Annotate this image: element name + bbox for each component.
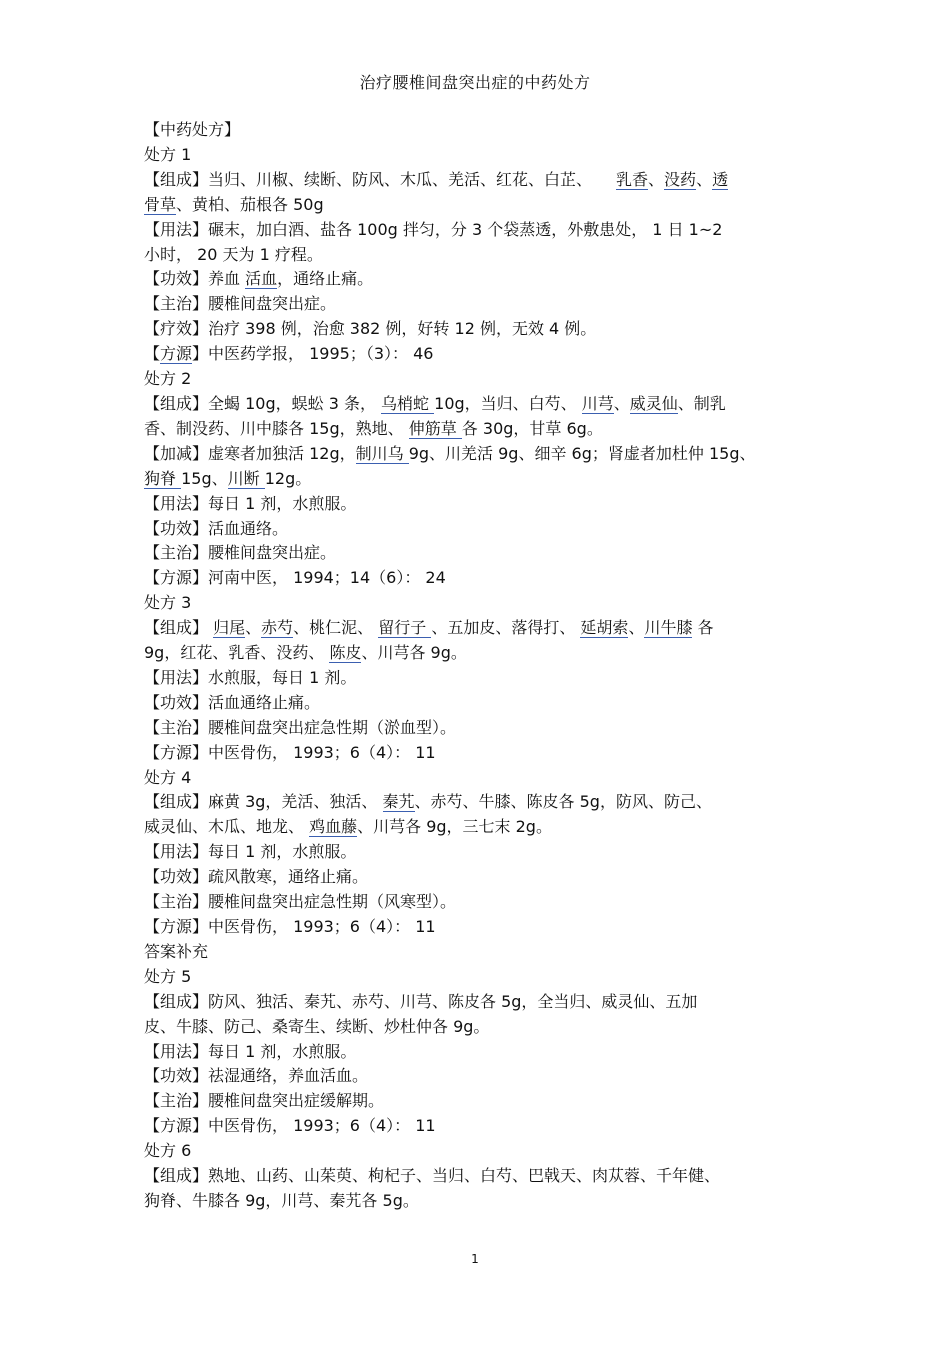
text-line xyxy=(144,193,814,218)
text-segment: 【主治】腰椎间盘突出症。 xyxy=(144,294,337,314)
text-segment: 【组成】防风、独活、秦艽、赤芍、川芎、陈皮各 5g，全当归、威灵仙、五加 xyxy=(144,991,698,1011)
herb-link[interactable]: 乳香 xyxy=(616,169,649,189)
document-body xyxy=(144,118,814,1214)
text-line xyxy=(144,940,814,965)
herb-link[interactable]: 秦艽 xyxy=(382,792,415,812)
text-segment: 【主治】腰椎间盘突出症缓解期。 xyxy=(144,1091,385,1111)
text-segment: 【组成】麻黄 3g，羌活、独活、 xyxy=(144,792,383,812)
text-segment: 【主治】腰椎间盘突出症。 xyxy=(144,543,337,563)
text-segment: 12g。 xyxy=(264,468,312,488)
text-segment: 【功效】活血通络。 xyxy=(144,518,289,538)
text-segment: 、 xyxy=(648,169,665,189)
herb-link[interactable]: 赤芍 xyxy=(261,618,294,638)
text-segment: 皮、牛膝、防己、桑寄生、续断、炒杜仲各 9g。 xyxy=(144,1016,490,1036)
text-segment: 【用法】每日 1 剂，水煎服。 xyxy=(144,493,357,513)
text-segment: 【方源】中医骨伤， 1993；6（4）： 11 xyxy=(144,917,436,936)
text-segment: 、制乳 xyxy=(677,393,726,413)
text-line xyxy=(144,641,814,666)
herb-link[interactable]: 透 xyxy=(712,169,729,189)
text-line xyxy=(144,766,814,791)
text-segment: 【用法】碾末，加白酒、盐各 100g 拌匀，分 3 个袋蒸透，外敷患处， 1 日 1~2 xyxy=(144,219,723,239)
text-line xyxy=(144,392,814,417)
text-segment: 】中医药学报， 1995；（3）： 46 xyxy=(192,344,434,364)
herb-link[interactable]: 狗脊 xyxy=(144,468,182,488)
text-segment: 狗脊、牛膝各 9g，川芎、秦艽各 5g。 xyxy=(144,1190,419,1210)
text-line xyxy=(144,267,814,292)
text-segment: 【方源】河南中医， 1994；14（6）： 24 xyxy=(144,568,446,588)
text-segment: 9g，红花、乳香、没药、 xyxy=(144,643,330,663)
text-line xyxy=(144,716,814,741)
text-line xyxy=(144,815,814,840)
text-segment: ，通络止痛。 xyxy=(277,269,374,289)
text-line xyxy=(144,292,814,317)
text-segment: 香、制没药、川中膝各 15g，熟地、 xyxy=(144,418,409,438)
text-line xyxy=(144,541,814,566)
herb-link[interactable]: 活血 xyxy=(245,269,278,289)
text-segment: 、 xyxy=(628,618,645,638)
text-segment: 【功效】祛湿通络，养血活血。 xyxy=(144,1066,369,1086)
text-segment: 各 xyxy=(692,618,714,638)
text-line xyxy=(144,666,814,691)
herb-link[interactable]: 川牛膝 xyxy=(644,618,693,638)
text-line xyxy=(144,367,814,392)
text-segment: 、五加皮、落得打、 xyxy=(431,618,581,638)
herb-link[interactable]: 制川乌 xyxy=(355,443,409,463)
herb-link[interactable]: 鸡血藤 xyxy=(309,817,358,837)
text-segment: 【用法】每日 1 剂，水煎服。 xyxy=(144,842,357,862)
text-segment: 、桃仁泥、 xyxy=(293,618,379,638)
text-segment: 处方 2 xyxy=(144,369,192,389)
text-line xyxy=(144,865,814,890)
herb-link[interactable]: 骨草 xyxy=(144,194,177,214)
text-segment: 、赤芍、牛膝、陈皮各 5g，防风、防己、 xyxy=(414,792,712,812)
herb-link[interactable]: 归尾 xyxy=(213,618,246,638)
text-segment: 【中药处方】 xyxy=(144,120,241,139)
herb-link[interactable]: 方源 xyxy=(160,344,193,364)
page-number: 1 xyxy=(471,1252,479,1266)
text-segment: 答案补充 xyxy=(144,941,209,961)
text-line xyxy=(144,1114,814,1139)
text-segment: 小时， 20 天为 1 疗程。 xyxy=(144,244,323,264)
text-line xyxy=(144,1089,814,1114)
text-line xyxy=(144,840,814,865)
text-line xyxy=(144,467,814,492)
text-segment: 【组成】当归、川椒、续断、防风、木瓜、羌活、红花、白芷、 xyxy=(144,169,617,189)
document-title: 治疗腰椎间盘突出症的中药处方 xyxy=(359,73,591,92)
text-segment: 、 xyxy=(613,393,630,413)
text-segment: 处方 1 xyxy=(144,144,192,164)
text-segment: 、黄柏、茄根各 50g xyxy=(176,194,324,214)
text-segment: 、 xyxy=(696,169,713,189)
text-line xyxy=(144,691,814,716)
text-segment: 9g、川羌活 9g、细辛 6g；肾虚者加杜仲 15g、 xyxy=(408,443,756,463)
text-segment: 【组成】熟地、山药、山茱萸、枸杞子、当归、白芍、巴戟天、肉苁蓉、千年健、 xyxy=(144,1166,721,1186)
herb-link[interactable]: 伸筋草 xyxy=(408,418,462,438)
text-line xyxy=(144,317,814,342)
text-line xyxy=(144,1164,814,1189)
text-segment: 【用法】每日 1 剂，水煎服。 xyxy=(144,1041,357,1061)
text-segment: 【疗效】治疗 398 例，治愈 382 例，好转 12 例，无效 4 例。 xyxy=(144,319,597,339)
text-segment: 【组成】全蝎 10g，蜈蚣 3 条， xyxy=(144,393,382,413)
text-line xyxy=(144,168,814,193)
text-segment: 【功效】活血通络止痛。 xyxy=(144,692,321,712)
text-segment: 、川芎各 9g。 xyxy=(361,643,467,663)
text-line xyxy=(144,591,814,616)
text-line xyxy=(144,1139,814,1164)
text-line xyxy=(144,442,814,467)
text-line xyxy=(144,517,814,542)
text-segment: 【方源】中医骨伤， 1993；6（4）： 11 xyxy=(144,1116,436,1136)
text-segment: 15g、 xyxy=(181,468,228,488)
text-line xyxy=(144,243,814,268)
text-segment: 威灵仙、木瓜、地龙、 xyxy=(144,817,310,837)
text-segment: 10g，当归、白芍、 xyxy=(434,393,582,413)
text-segment: 【功效】疏风散寒，通络止痛。 xyxy=(144,867,369,887)
text-line xyxy=(144,118,814,143)
text-line xyxy=(144,417,814,442)
text-segment: 【组成】 xyxy=(144,618,214,638)
herb-link[interactable]: 川芎 xyxy=(581,393,614,413)
text-line xyxy=(144,965,814,990)
text-line xyxy=(144,990,814,1015)
text-segment: 【主治】腰椎间盘突出症急性期（风寒型）。 xyxy=(144,892,457,912)
text-line xyxy=(144,492,814,517)
text-segment: 【用法】水煎服，每日 1 剂。 xyxy=(144,667,357,687)
text-segment: 、川芎各 9g，三七末 2g。 xyxy=(357,817,552,837)
herb-link[interactable]: 乌梢蛇 xyxy=(381,393,435,413)
text-line xyxy=(144,566,814,591)
text-segment: 【主治】腰椎间盘突出症急性期（淤血型）。 xyxy=(144,717,457,737)
text-line xyxy=(144,342,814,367)
text-line xyxy=(144,143,814,168)
text-line xyxy=(144,890,814,915)
text-line xyxy=(144,1040,814,1065)
text-segment: 各 30g，甘草 6g。 xyxy=(461,418,603,438)
text-line xyxy=(144,1189,814,1214)
text-segment: 【方源】中医骨伤， 1993；6（4）： 11 xyxy=(144,742,436,762)
text-line xyxy=(144,616,814,641)
text-line xyxy=(144,915,814,940)
text-segment: 处方 5 xyxy=(144,966,192,986)
text-line xyxy=(144,741,814,766)
text-line xyxy=(144,1064,814,1089)
text-segment: 【加减】虚寒者加独活 12g， xyxy=(144,443,356,463)
text-line xyxy=(144,1015,814,1040)
text-segment: 、 xyxy=(245,618,262,638)
text-segment: 处方 4 xyxy=(144,767,192,787)
text-segment: 处方 3 xyxy=(144,593,192,613)
herb-link[interactable]: 没药 xyxy=(664,169,697,189)
text-segment: 处方 6 xyxy=(144,1141,192,1161)
herb-link[interactable]: 陈皮 xyxy=(329,643,362,663)
herb-link[interactable]: 延胡索 xyxy=(580,618,629,638)
text-line xyxy=(144,790,814,815)
text-segment: 【 xyxy=(144,344,161,364)
text-segment: 【功效】养血 xyxy=(144,269,246,289)
text-line xyxy=(144,218,814,243)
herb-link[interactable]: 留行子 xyxy=(378,618,432,638)
herb-link[interactable]: 威灵仙 xyxy=(629,393,678,413)
herb-link[interactable]: 川断 xyxy=(227,468,265,488)
